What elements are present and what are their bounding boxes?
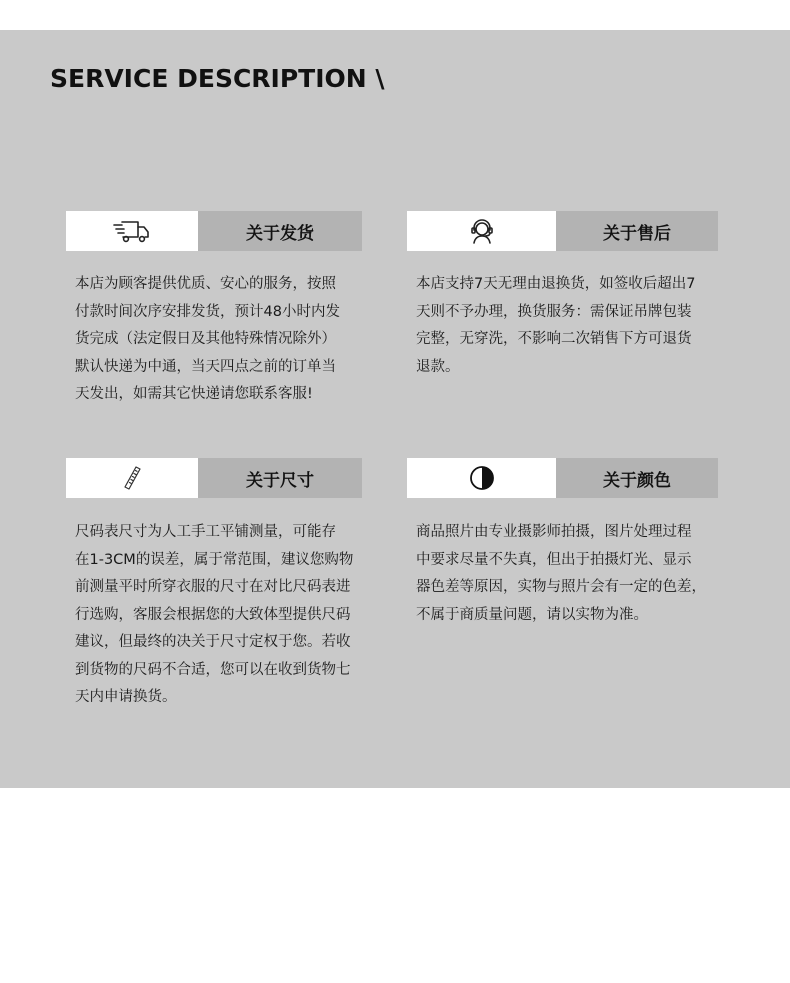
- text-line: 退款。: [416, 358, 460, 375]
- card-icon-box-shipping: [66, 211, 198, 251]
- page-title: SERVICE DESCRIPTION \: [50, 64, 385, 93]
- card-icon-box-aftersales: [407, 211, 556, 251]
- text-line: 本店为顾客提供优质、安心的服务，按照: [75, 276, 336, 292]
- card-header-color: [407, 458, 718, 498]
- card-text-color: [416, 519, 706, 629]
- card-icon-box-color: [407, 458, 556, 498]
- card-text-shipping: [75, 271, 340, 409]
- text-line: 付款时间次序安排发货，预计48小时内发: [75, 303, 340, 320]
- text-line: 完整，无穿洗，不影响二次销售下方可退货: [416, 331, 692, 347]
- ruler-icon: [122, 465, 142, 491]
- text-line: 器色差等原因，实物与照片会有一定的色差，: [416, 579, 706, 595]
- card-title-shipping: 关于发货: [198, 211, 362, 251]
- text-line: 前测量平时所穿衣服的尺寸在对比尺码表进: [75, 579, 351, 595]
- text-line: 到货物的尺码不合适，您可以在收到货物七: [75, 661, 351, 678]
- text-line: 默认快递为中通，当天四点之前的订单当: [75, 358, 336, 375]
- card-title-size: 关于尺寸: [198, 458, 362, 498]
- card-title-aftersales: 关于售后: [556, 211, 718, 251]
- card-header-aftersales: [407, 211, 718, 251]
- card-text-aftersales: [416, 271, 695, 381]
- card-header-shipping: [66, 211, 362, 251]
- text-line: 行选购，客服会根据您的大致体型提供尺码: [75, 606, 351, 623]
- card-icon-box-size: [66, 458, 198, 498]
- text-line: 在1-3CM的误差，属于常范围，建议您购物: [75, 551, 354, 568]
- contrast-half-circle-icon: [469, 465, 495, 491]
- customer-service-headset-icon: [468, 217, 496, 245]
- text-line: 天发出，如需其它快递请您联系客服!: [75, 386, 313, 402]
- text-line: 天则不予办理，换货服务：需保证吊牌包装: [416, 303, 692, 320]
- delivery-truck-icon: [112, 218, 152, 244]
- card-text-size: [75, 519, 353, 712]
- text-line: 货完成（法定假日及其他特殊情况除外）: [75, 331, 336, 347]
- card-title-color: 关于颜色: [556, 458, 718, 498]
- text-line: 中要求尽量不失真，但出于拍摄灯光、显示: [416, 551, 692, 568]
- text-line: 商品照片由专业摄影师拍摄，图片处理过程: [416, 524, 692, 540]
- text-line: 天内申请换货。: [75, 689, 177, 705]
- text-line: 不属于商质量问题，请以实物为准。: [416, 606, 648, 623]
- text-line: 本店支持7天无理由退换货，如签收后超出7: [416, 276, 696, 292]
- text-line: 尺码表尺寸为人工手工平铺测量，可能存: [75, 524, 336, 540]
- card-header-size: [66, 458, 362, 498]
- text-line: 建议，但最终的决关于尺寸定权于您。若收: [75, 634, 351, 650]
